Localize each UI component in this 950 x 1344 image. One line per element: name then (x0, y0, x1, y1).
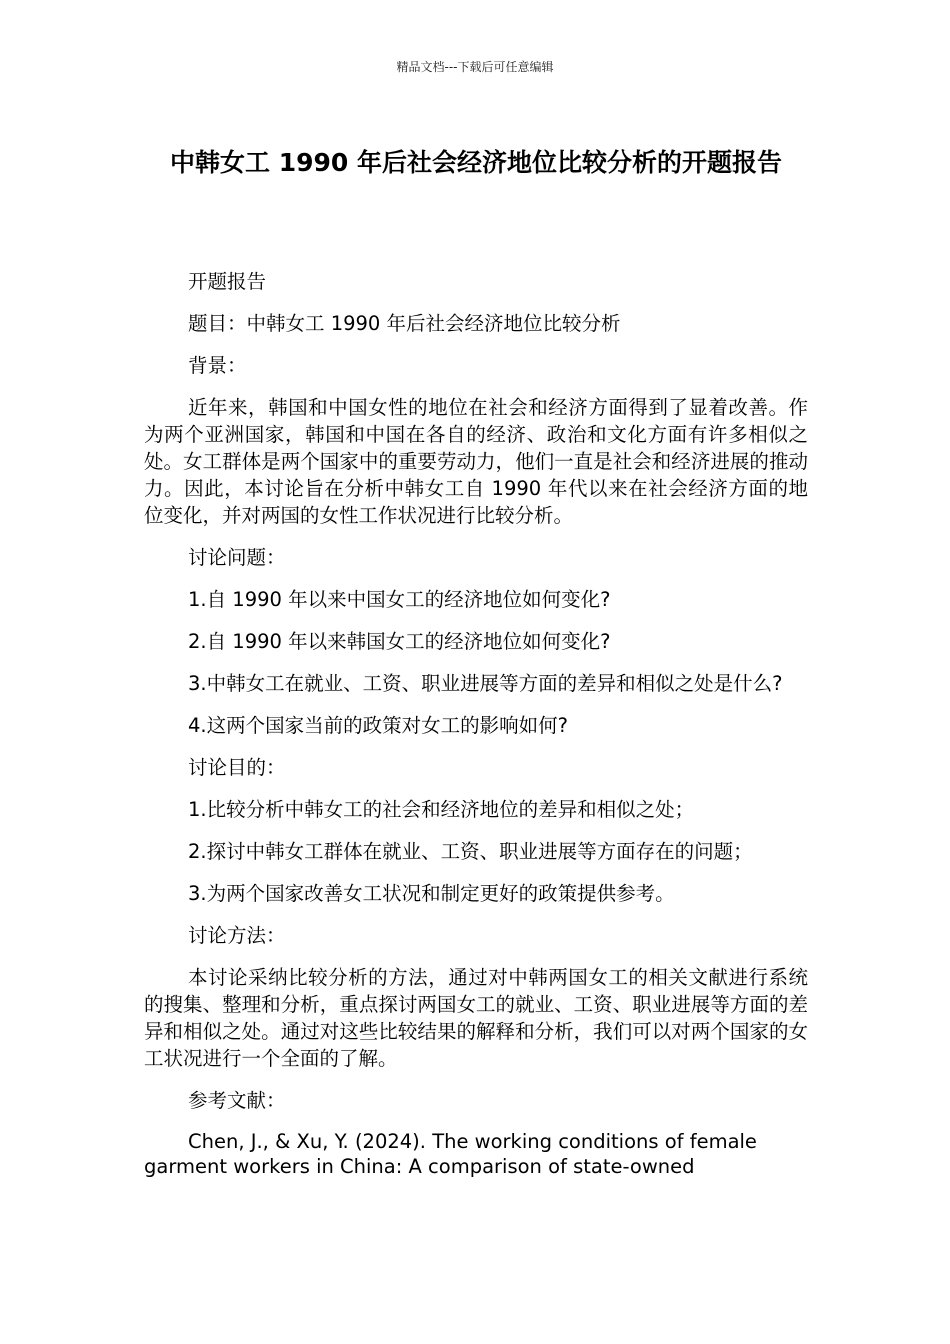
document-body (144, 268, 808, 1194)
topic-line: 题目：中韩女工 1990 年后社会经济地位比较分析 (188, 312, 621, 335)
page-header: 精品文档---下载后可任意编辑 (396, 60, 554, 74)
background-paragraph: 近年来，韩国和中国女性的地位在社会和经济方面得到了显着改善。作为两个亚洲国家，韩国和中国在各自的经济、政治和文化方面有许多相似之处。女工群体是两个国家中的重要劳动力，他们一直是社会和经济进展的推动力。因此，本讨论旨在分析中韩女工自 1990 年代以来在社会经济方面的地位变化，并对两国的女性工作状况进行比较分析。 (144, 396, 808, 527)
document-title: 中韩女工 1990 年后社会经济地位比较分析的开题报告 (170, 148, 782, 177)
methods-paragraph: 本讨论采纳比较分析的方法，通过对中韩两国女工的相关文献进行系统的搜集、整理和分析，重点探讨两国女工的就业、工资、职业进展等方面的差异和相似之处。通过对这些比较结果的解释和分析，我们可以对两个国家的女工状况进行一个全面的了解。 (144, 966, 808, 1070)
question-item-2: 2.自 1990 年以来韩国女工的经济地位如何变化? (188, 630, 611, 653)
question-item-1: 1.自 1990 年以来中国女工的经济地位如何变化? (188, 588, 611, 611)
section-heading-references: 参考文献： (188, 1089, 286, 1112)
section-heading-background: 背景： (188, 354, 247, 377)
section-heading-methods: 讨论方法： (188, 924, 286, 947)
section-label-report: 开题报告 (188, 270, 267, 293)
objective-item-3: 3.为两个国家改善女工状况和制定更好的政策提供参考。 (188, 882, 675, 905)
section-heading-objectives: 讨论目的： (188, 756, 286, 779)
objective-item-2: 2.探讨中韩女工群体在就业、工资、职业进展等方面存在的问题； (188, 840, 753, 863)
question-item-4: 4.这两个国家当前的政策对女工的影响如何? (188, 714, 568, 737)
section-heading-questions: 讨论问题： (188, 546, 286, 569)
question-item-3: 3.中韩女工在就业、工资、职业进展等方面的差异和相似之处是什么? (188, 672, 783, 695)
objective-item-1: 1.比较分析中韩女工的社会和经济地位的差异和相似之处； (188, 798, 695, 821)
reference-item: Chen, J., & Xu, Y. (2024). The working conditions of female garment workers in China: A comparison of state-owned (144, 1130, 757, 1178)
